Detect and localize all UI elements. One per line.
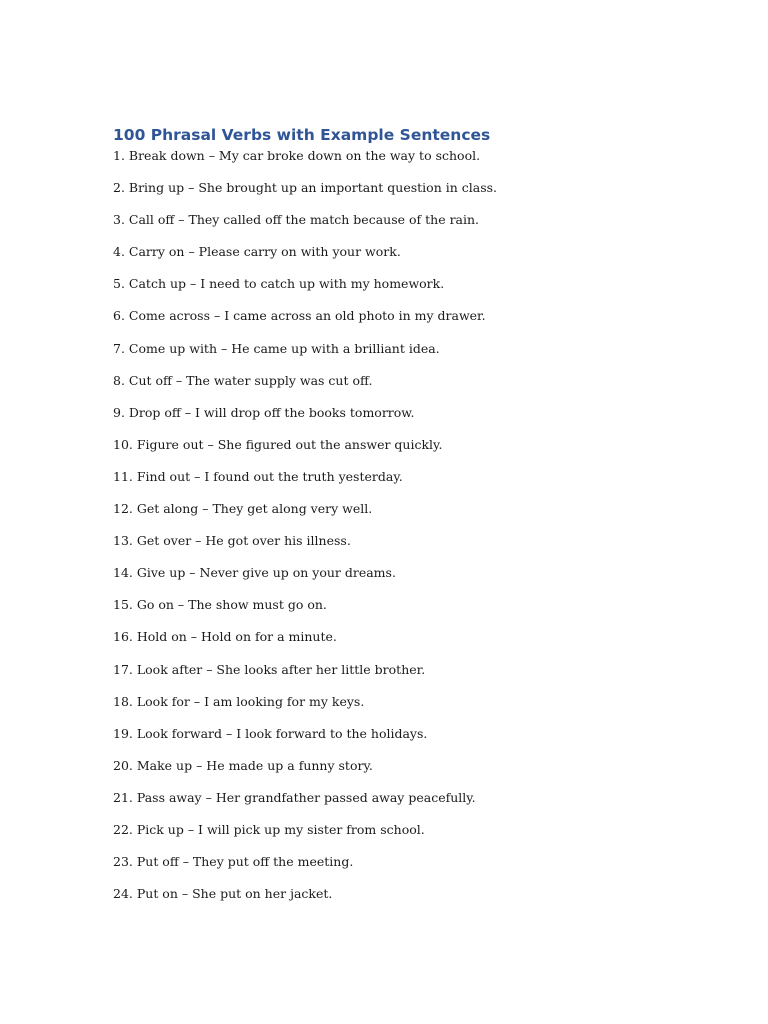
document-content <box>113 124 713 917</box>
list-item: 8. Cut off – The water supply was cut off. <box>113 372 373 388</box>
list-item: 9. Drop off – I will drop off the books tomorrow. <box>113 404 415 420</box>
list-item: 11. Find out – I found out the truth yesterday. <box>113 468 403 484</box>
list-item: 22. Pick up – I will pick up my sister from school. <box>113 821 425 837</box>
list-item: 7. Come up with – He came up with a brilliant idea. <box>113 340 440 356</box>
list-item: 6. Come across – I came across an old photo in my drawer. <box>113 308 486 324</box>
list-item: 13. Get over – He got over his illness. <box>113 533 351 549</box>
list-item: 14. Give up – Never give up on your dreams. <box>113 565 396 581</box>
list-item: 3. Call off – They called off the match because of the rain. <box>113 212 480 228</box>
list-item: 2. Bring up – She brought up an important question in class. <box>113 180 498 196</box>
list-item: 16. Hold on – Hold on for a minute. <box>113 629 337 645</box>
list-item: 19. Look forward – I look forward to the holidays. <box>113 725 428 741</box>
list-item: 21. Pass away – Her grandfather passed away peacefully. <box>113 789 476 805</box>
document-title: 100 Phrasal Verbs with Example Sentences <box>113 126 491 144</box>
list-item: 18. Look for – I am looking for my keys. <box>113 693 365 709</box>
list-item: 5. Catch up – I need to catch up with my homework. <box>113 276 445 292</box>
list-item: 24. Put on – She put on her jacket. <box>113 886 333 902</box>
phrasal-verb-list <box>113 147 713 917</box>
list-item: 1. Break down – My car broke down on the way to school. <box>113 148 481 163</box>
list-item: 12. Get along – They get along very well. <box>113 501 373 517</box>
list-item: 15. Go on – The show must go on. <box>113 597 327 613</box>
list-item: 4. Carry on – Please carry on with your work. <box>113 244 401 260</box>
list-item: 10. Figure out – She figured out the answer quickly. <box>113 436 443 452</box>
list-item: 20. Make up – He made up a funny story. <box>113 757 373 773</box>
list-item: 17. Look after – She looks after her little brother. <box>113 661 426 677</box>
list-item: 23. Put off – They put off the meeting. <box>113 854 354 870</box>
